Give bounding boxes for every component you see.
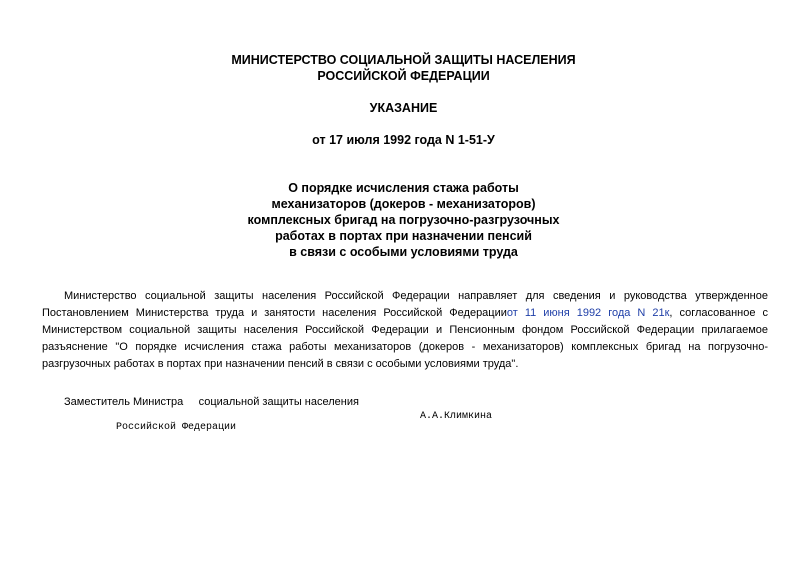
ministry-line-2: РОССИЙСКОЙ ФЕДЕРАЦИИ bbox=[317, 69, 490, 83]
document-date: от 17 июля 1992 года N 1-51-У bbox=[312, 133, 495, 147]
title-line-4: работах в портах при назначении пенсий bbox=[275, 229, 532, 243]
title-line-2: механизаторов (докеров - механизаторов) bbox=[271, 197, 536, 211]
decree-link[interactable]: от 11 июня 1992 года N 21к bbox=[506, 307, 670, 319]
document-title bbox=[0, 180, 807, 260]
paragraph-text bbox=[42, 288, 768, 373]
document-type: УКАЗАНИЕ bbox=[369, 101, 438, 115]
signature-position: Заместитель Министра социальной защиты населения bbox=[64, 396, 359, 408]
signature-position-line-2: Российской Федерации bbox=[116, 422, 237, 433]
signature-block bbox=[104, 411, 504, 444]
title-line-3: комплексных бригад на погрузочно-разгрузочных bbox=[247, 213, 560, 227]
signer-name: А.А.Климкина bbox=[420, 411, 493, 422]
text-after-link: , согласованное с Министерством социальной защиты населения Российской Федерации и Пенсионным фондом Российской Федерации прилагаемое разъяснение "О порядке исчисления стажа работы механизаторов (докеров - механизаторов) комплексных бригад на погрузочно-разгрузочных работах в портах при назначении пенсий в связи с особыми условиями труда". bbox=[42, 307, 769, 370]
ministry-header bbox=[0, 52, 807, 84]
ministry-line-1: МИНИСТЕРСТВО СОЦИАЛЬНОЙ ЗАЩИТЫ НАСЕЛЕНИЯ bbox=[231, 53, 576, 67]
title-line-1: О порядке исчисления стажа работы bbox=[288, 181, 519, 195]
body-paragraph bbox=[42, 288, 768, 373]
title-line-5: в связи с особыми условиями труда bbox=[289, 245, 518, 259]
text-before-link: Министерство социальной защиты населения Российской Федерации направляет для сведения и руководства утвержденное Постановлением Министерства труда и занятости населения Российской Федерации bbox=[42, 290, 768, 319]
